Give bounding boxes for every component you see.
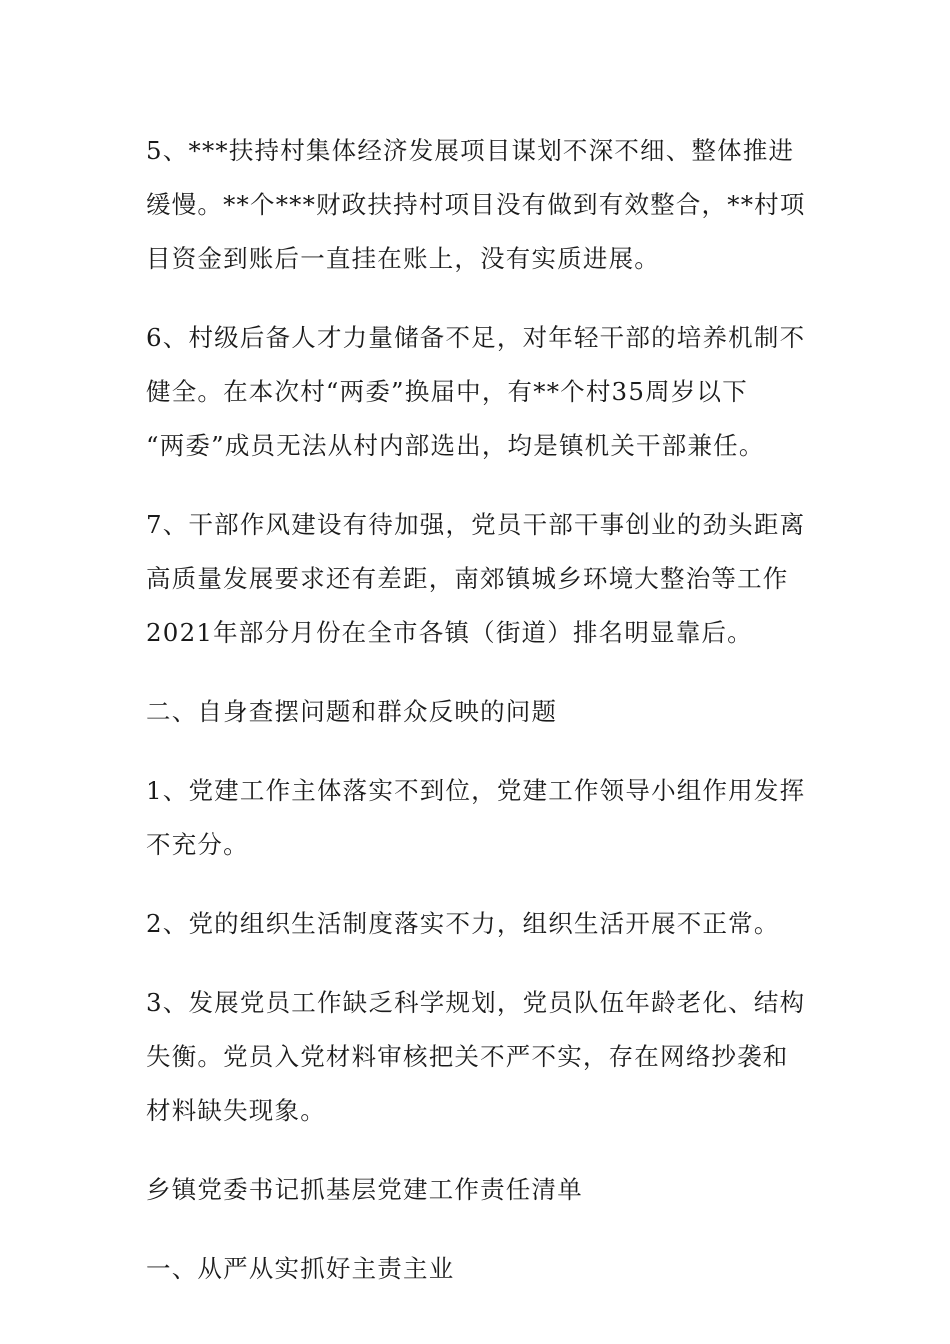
paragraph-item-7 — [146, 498, 806, 660]
text-line: 6、村级后备人才力量储备不足，对年轻干部的培养机制不 — [146, 323, 806, 352]
text-line: 3、发展党员工作缺乏科学规划，党员队伍年龄老化、结构 — [146, 988, 806, 1017]
text-line: 一、从严从实抓好主责主业 — [146, 1254, 455, 1283]
text-line: 不充分。 — [146, 830, 249, 859]
text-line: 二、自身查摆问题和群众反映的问题 — [146, 697, 558, 726]
text-line: 材料缺失现象。 — [146, 1096, 326, 1125]
text-line: 缓慢。**个***财政扶持村项目没有做到有效整合，**村项 — [146, 190, 806, 219]
text-line: 高质量发展要求还有差距，南郊镇城乡环境大整治等工作 — [146, 564, 789, 593]
text-line: 失衡。党员入党材料审核把关不严不实，存在网络抄袭和 — [146, 1042, 789, 1071]
paragraph-item-3 — [146, 976, 806, 1138]
text-line: 1、党建工作主体落实不到位，党建工作领导小组作用发挥 — [146, 776, 806, 805]
text-line: 健全。在本次村“两委”换届中，有**个村35周岁以下 — [146, 377, 748, 406]
document-body — [146, 124, 806, 1321]
paragraph-item-6 — [146, 311, 806, 473]
text-line: 2021年部分月份在全市各镇（街道）排名明显靠后。 — [146, 618, 753, 647]
section-heading-2 — [146, 685, 806, 739]
paragraph-item-1 — [146, 764, 806, 872]
text-line: 5、***扶持村集体经济发展项目谋划不深不细、整体推进 — [146, 136, 795, 165]
paragraph-item-2 — [146, 897, 806, 951]
paragraph-item-5 — [146, 124, 806, 286]
document-title — [146, 1163, 806, 1217]
text-line: “两委”成员无法从村内部选出，均是镇机关干部兼任。 — [146, 431, 765, 460]
text-line: 乡镇党委书记抓基层党建工作责任清单 — [146, 1175, 583, 1204]
text-line: 目资金到账后一直挂在账上，没有实质进展。 — [146, 244, 660, 273]
section-heading-1 — [146, 1242, 806, 1296]
text-line: 2、党的组织生活制度落实不力，组织生活开展不正常。 — [146, 909, 780, 938]
text-line: 7、干部作风建设有待加强，党员干部干事创业的劲头距离 — [146, 510, 806, 539]
